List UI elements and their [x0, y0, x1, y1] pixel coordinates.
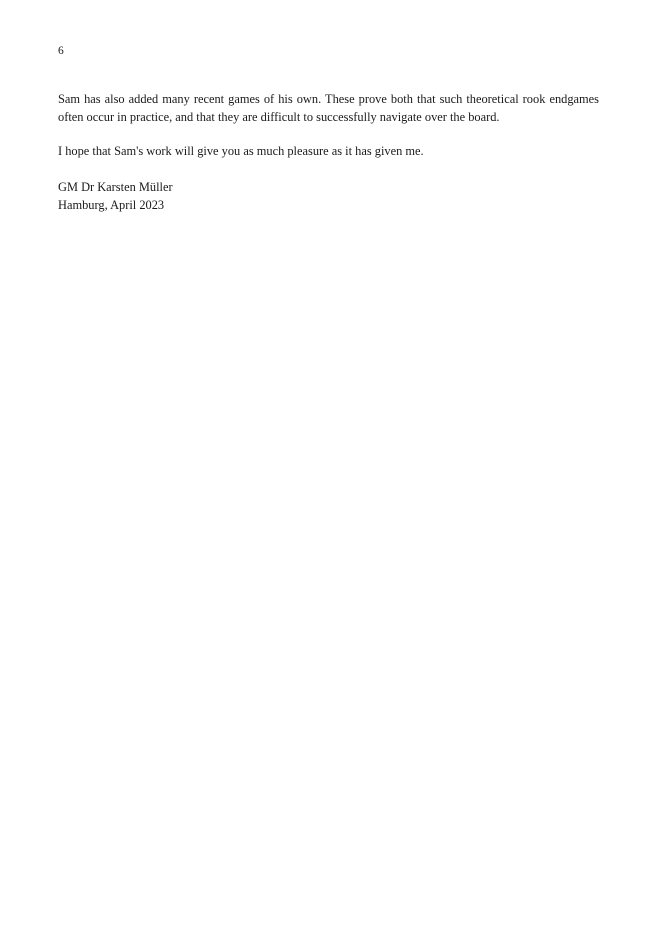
signature-name: GM Dr Karsten Müller: [58, 180, 173, 194]
body-paragraph: I hope that Sam's work will give you as much pleasure as it has given me.: [58, 144, 424, 158]
page-number: 6: [58, 45, 64, 57]
signature-place-date: Hamburg, April 2023: [58, 198, 165, 212]
body-paragraph: Sam has also added many recent games of his own. These prove both that such theoretical rook endgames often occur in practice, and that they are difficult to successfully navigate over the board.: [58, 92, 599, 124]
page-body: [58, 90, 599, 214]
signature-block: [58, 178, 599, 214]
